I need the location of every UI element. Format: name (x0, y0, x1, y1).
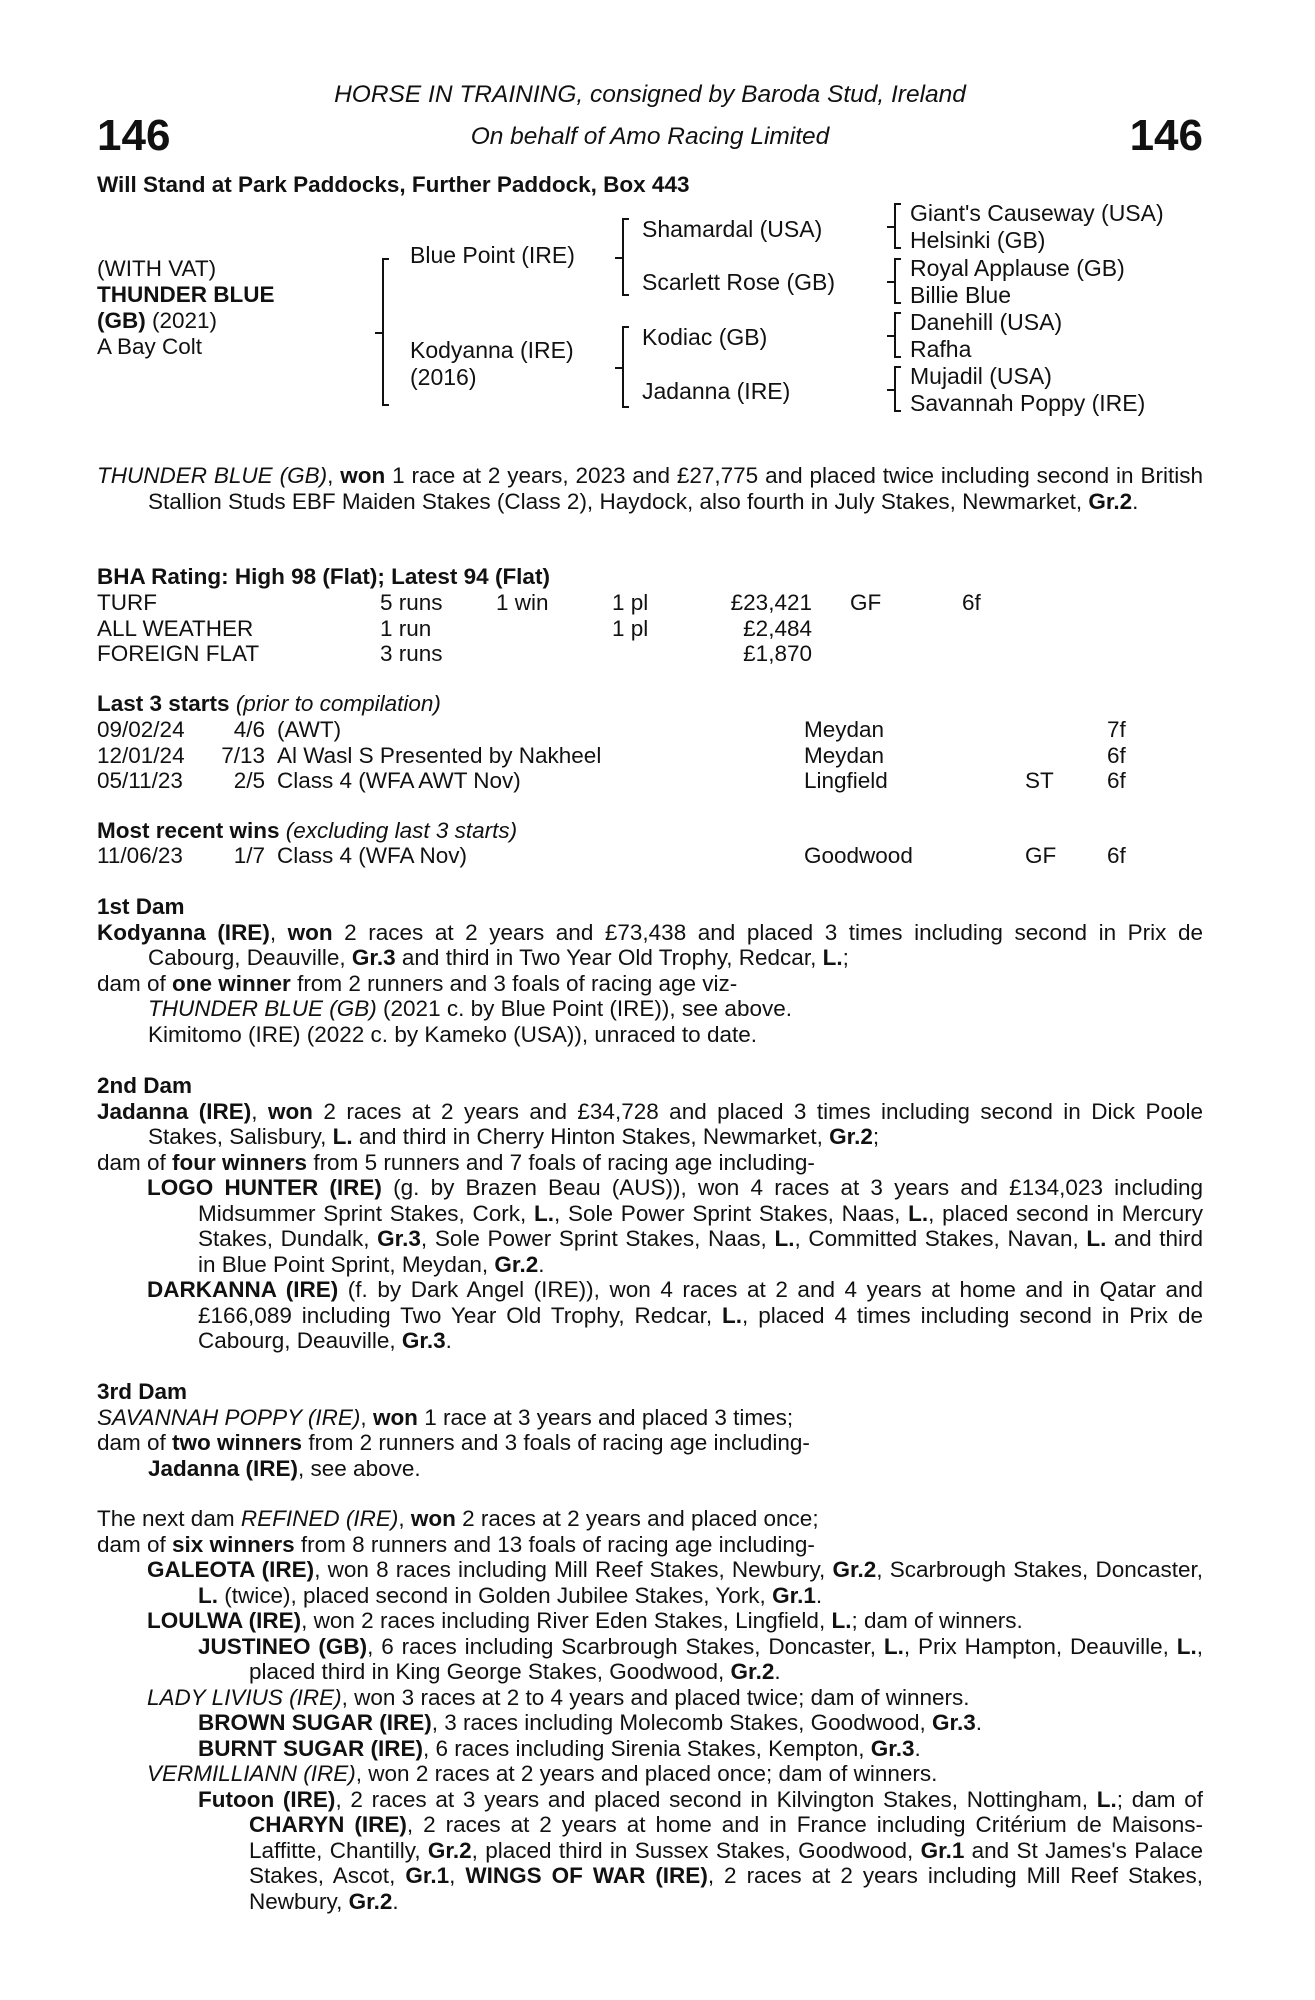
text: and St James's Palace Stakes, Ascot, (249, 1837, 1203, 1888)
lot-number-left: 146 (97, 111, 171, 160)
text: , (449, 1863, 466, 1888)
pedigree-brace-g3 (894, 312, 896, 358)
last-starts-table (97, 717, 1126, 794)
record-type: ALL WEATHER (97, 615, 254, 641)
summary-grade: Gr.2 (1088, 488, 1133, 514)
listed: L. (1086, 1226, 1107, 1251)
pedigree-g4: Billie Blue (910, 282, 1011, 308)
progeny-line: Kimitomo (IRE) (2022 c. by Kameko (USA)), unraced to date. (148, 1021, 757, 1047)
record-distance (962, 641, 981, 667)
progeny-name: GALEOTA (IRE) (147, 1557, 315, 1582)
start-race: Class 4 (WFA AWT Nov) (277, 768, 521, 793)
start-race: Al Wasl S Presented by Nakheel (277, 742, 602, 768)
start-position: 7/13 (221, 742, 265, 768)
record-runs: 5 runs (380, 590, 443, 615)
pedigree-brace-main (382, 258, 384, 406)
start-position: 2/5 (233, 768, 265, 793)
record-runs: 1 run (380, 615, 432, 641)
listed: L. (198, 1582, 218, 1608)
pedigree-sire-sire: Shamardal (USA) (642, 216, 823, 242)
third-dam-won: won (372, 1404, 418, 1430)
text: and third in Blue Point Sprint, Meydan, (198, 1226, 1204, 1277)
horse-country: (GB) (97, 308, 146, 333)
horse-year: (2021) (145, 308, 218, 333)
record-going (850, 616, 962, 642)
first-dam-won: won (287, 919, 333, 945)
vat-note: (WITH VAT) (97, 256, 217, 281)
third-dam-heading: 3rd Dam (97, 1379, 188, 1404)
text: . (392, 1888, 399, 1914)
grade: Gr.3 (351, 945, 396, 970)
first-dam-heading: 1st Dam (97, 894, 185, 919)
start-going (1025, 717, 1107, 743)
grade: Gr.1 (920, 1837, 965, 1863)
text: 2 races at 2 years and placed once; (455, 1506, 819, 1531)
win-position: 1/7 (233, 843, 265, 868)
text: , won 2 races at 2 years and placed once; dam of winners. (355, 1761, 938, 1786)
summary-horse-name: THUNDER BLUE (GB) (97, 463, 328, 488)
text: , won 2 races including River Eden Stakes, Lingfield, (301, 1608, 832, 1633)
last-starts-title: Last 3 starts (97, 691, 230, 716)
text: from 8 runners and 13 foals of racing age including- (294, 1531, 815, 1557)
text: dam of (97, 970, 173, 996)
summary-end: . (1132, 488, 1139, 514)
pedigree-dam-sire: Kodiac (GB) (642, 324, 768, 350)
text: , 2 races at 2 years including Mill Reef Stakes, Newbury, (249, 1863, 1203, 1914)
progeny-name: LOULWA (IRE) (147, 1608, 302, 1633)
text: ; dam of (1116, 1786, 1203, 1812)
pedigree-brace-dam (622, 326, 624, 408)
text: , Sole Power Sprint Stakes, Naas, (554, 1200, 909, 1226)
text: from 2 runners and 3 foals of racing age viz- (290, 970, 738, 996)
listed: L. (534, 1200, 555, 1226)
text: 1 race at 3 years and placed 3 times; (417, 1404, 794, 1430)
win-course: Goodwood (804, 843, 913, 868)
record-going (850, 641, 962, 667)
grade: Gr.2 (494, 1251, 539, 1277)
second-dam-heading: 2nd Dam (97, 1073, 193, 1098)
text: ; dam of winners. (851, 1608, 1023, 1633)
table-row (97, 717, 1126, 743)
record-distance: 6f (962, 590, 981, 615)
start-going: ST (1025, 768, 1054, 793)
win-going: GF (1025, 843, 1057, 868)
win-race: Class 4 (WFA Nov) (277, 843, 468, 868)
second-dam-section: 2nd Dam Jadanna (IRE), won 2 races at 2 years and £34,728 and placed 3 times including second in Dick Poole Stakes, Salisbury, L. and third in Cherry Hinton Stakes, Newmarket, Gr.2; dam of four winners from 5 runners and 7 foals of racing age including- LOGO HUNTER (IRE) (g. by Brazen Beau (AUS)), won 4 races at 3 years and £134,023 including Midsummer Sprint Stakes, Cork, L., Sole Power Sprint Stakes, Naas, L., placed second in Mercury Stakes, Dundalk, Gr.3, Sole Power Sprint Stakes, Naas, L., Committed Stakes, Navan, L. and third in Blue Point Sprint, Meydan, Gr.2. DARKANNA (IRE) (f. by Dark Angel (IRE)), won 4 races at 2 and 4 years at home and in Qatar and £166,089 including Two Year Old Trophy, Redcar, L., placed 4 times including second in Prix de Cabourg, Deauville, Gr.3. (97, 1073, 1204, 1353)
text: dam of (97, 1430, 173, 1455)
start-date: 12/01/24 (97, 742, 185, 768)
grade: Gr.3 (377, 1226, 421, 1251)
pedigree-g1: Giant's Causeway (USA) (910, 200, 1164, 226)
horse-name: THUNDER BLUE (97, 282, 275, 307)
lot-number-right: 146 (1129, 111, 1203, 160)
text: 2 races at 2 years and £34,728 and placed 3 times including second in Dick Poole Stakes, Salisbury, (148, 1098, 1204, 1149)
grade: Gr.3 (870, 1735, 915, 1761)
pedigree-sire-dam: Scarlett Rose (GB) (642, 269, 835, 295)
text: . (975, 1710, 983, 1735)
last-starts-note: (prior to compilation) (229, 691, 441, 716)
winners-count: two winners (172, 1430, 303, 1455)
start-distance: 6f (1107, 742, 1126, 768)
text: , 2 races at 3 years and placed second in Kilvington Stakes, Nottingham, (335, 1786, 1097, 1812)
record-prize: £23,421 (730, 590, 812, 615)
progeny-name: Jadanna (IRE) (148, 1455, 299, 1481)
listed: L. (883, 1633, 904, 1659)
listed: L. (332, 1124, 353, 1149)
fourth-dam-name: REFINED (IRE) (240, 1506, 399, 1531)
start-course: Lingfield (804, 768, 888, 793)
text: , won 8 races including Mill Reef Stakes, Newbury, (314, 1557, 833, 1582)
text: dam of (97, 1149, 173, 1175)
table-row (97, 743, 1126, 769)
record-type: FOREIGN FLAT (97, 641, 260, 666)
progeny-name: BURNT SUGAR (IRE) (198, 1735, 423, 1761)
summary-text: 1 race at 2 years, 2023 and £27,775 and placed twice including second in British Stallion Studs EBF Maiden Stakes (Class 2), Haydock, also fourth in July Stakes, Newmarket, (148, 463, 1203, 514)
table-row (97, 843, 1126, 869)
start-course: Meydan (804, 717, 885, 742)
table-row (97, 590, 981, 616)
pedigree-dam-dam: Jadanna (IRE) (642, 378, 791, 404)
first-dam-section: 1st Dam Kodyanna (IRE), won 2 races at 2 years and £73,438 and placed 3 times including second in Prix de Cabourg, Deauville, Gr.3 and third in Two Year Old Trophy, Redcar, L.; dam of one winner from 2 runners and 3 foals of racing age viz- THUNDER BLUE (GB) (2021 c. by Blue Point (IRE)), see above. Kimitomo (IRE) (2022 c. by Kameko (USA)), unraced to date. (97, 894, 1203, 1047)
stall-location: Will Stand at Park Paddocks, Further Paddock, Box 443 (97, 172, 690, 197)
record-prize: £2,484 (743, 615, 812, 641)
last-starts-heading (97, 691, 441, 717)
listed: L. (722, 1302, 743, 1328)
progeny-name: BROWN SUGAR (IRE) (198, 1710, 432, 1735)
start-course: Meydan (804, 742, 885, 768)
listed: L. (822, 945, 843, 970)
start-position: 4/6 (233, 717, 265, 742)
listed: L. (1096, 1786, 1117, 1812)
start-date: 09/02/24 (97, 717, 185, 742)
progeny-name: CHARYN (IRE) (249, 1812, 407, 1837)
text: dam of (97, 1531, 173, 1557)
pedigree-g5: Danehill (USA) (910, 309, 1063, 335)
text: ; (872, 1124, 880, 1149)
text: (2021 c. by Blue Point (IRE)), see above. (376, 996, 792, 1021)
table-row (97, 641, 981, 667)
text: and third in Two Year Old Trophy, Redcar, (395, 945, 823, 970)
race-record-table (97, 590, 981, 667)
winners-count: six winners (172, 1531, 295, 1557)
progeny-name: WINGS OF WAR (IRE) (465, 1863, 708, 1888)
record-placed (612, 641, 692, 667)
progeny-name: DARKANNA (IRE) (147, 1277, 339, 1302)
text: , Prix Hampton, Deauville, (903, 1633, 1177, 1659)
pedigree-brace-g4 (894, 366, 896, 412)
start-race: (AWT) (277, 717, 342, 742)
text: , Sole Power Sprint Stakes, Naas, (420, 1226, 775, 1251)
record-placed: 1 pl (612, 590, 649, 615)
start-distance: 7f (1107, 717, 1126, 742)
winners-count: four winners (172, 1149, 308, 1175)
record-wins: 1 win (496, 590, 549, 615)
text: (f. by Dark Angel (IRE)), won 4 races at 2 and 4 years at home and in Qatar and £166,089 including Two Year Old Trophy, Redcar, (198, 1277, 1204, 1328)
text: and third in Cherry Hinton Stakes, Newmarket, (352, 1124, 830, 1149)
second-dam-won: won (267, 1098, 313, 1124)
recent-wins-title: Most recent wins (97, 818, 280, 843)
text: , (398, 1506, 411, 1531)
horse-id (97, 256, 275, 360)
text: . (815, 1582, 823, 1608)
listed: L. (831, 1608, 852, 1633)
text: . (445, 1328, 452, 1353)
grade: Gr.1 (772, 1582, 816, 1608)
first-dam-name: Kodyanna (IRE) (97, 919, 270, 945)
third-dam-section: 3rd Dam SAVANNAH POPPY (IRE), won 1 race at 3 years and placed 3 times; dam of two winners from 2 runners and 3 foals of racing age including- Jadanna (IRE), see above. (97, 1379, 1203, 1481)
table-row (97, 768, 1126, 794)
text: . (774, 1659, 781, 1684)
start-distance: 6f (1107, 768, 1126, 793)
grade: Gr.3 (932, 1710, 976, 1735)
listed: L. (1176, 1633, 1197, 1659)
summary-won: won (340, 463, 386, 488)
text: ; (842, 945, 849, 970)
header-line2: On behalf of Amo Racing Limited (470, 123, 830, 150)
horse-description: A Bay Colt (97, 334, 203, 359)
grade: Gr.2 (832, 1557, 877, 1582)
third-dam-name: SAVANNAH POPPY (IRE) (97, 1404, 361, 1430)
grade: Gr.2 (730, 1659, 775, 1684)
text: , placed second in Mercury Stakes, Dundalk, (198, 1200, 1203, 1251)
race-summary: THUNDER BLUE (GB), won 1 race at 2 years, 2023 and £27,775 and placed twice including second in British Stallion Studs EBF Maiden Stakes (Class 2), Haydock, also fourth in July Stakes, Newmarket, Gr.2. (97, 463, 1203, 514)
record-runs: 3 runs (380, 641, 443, 666)
text: (twice), placed second in Golden Jubilee Stakes, York, (218, 1582, 773, 1608)
text: . (914, 1735, 921, 1761)
progeny-name: VERMILLIANN (IRE) (147, 1761, 356, 1786)
start-going (1025, 743, 1107, 769)
progeny-name: JUSTINEO (GB) (198, 1633, 368, 1659)
start-date: 05/11/23 (97, 768, 183, 793)
pedigree-g2: Helsinki (GB) (910, 227, 1046, 253)
progeny-name: THUNDER BLUE (GB) (148, 996, 377, 1021)
pedigree-g7: Mujadil (USA) (910, 363, 1052, 389)
second-dam-name: Jadanna (IRE) (97, 1098, 252, 1124)
record-type: TURF (97, 590, 157, 615)
grade: Gr.3 (401, 1328, 446, 1353)
text: , 6 races including Sirenia Stakes, Kempton, (423, 1735, 871, 1761)
listed: L. (908, 1200, 929, 1226)
record-going: GF (850, 590, 882, 615)
pedigree-dam: Kodyanna (IRE) (410, 337, 574, 363)
listed: L. (774, 1226, 795, 1251)
text: , 6 races including Scarbrough Stakes, Doncaster, (367, 1633, 884, 1659)
record-distance (962, 616, 981, 642)
text: , Committed Stakes, Navan, (794, 1226, 1087, 1251)
text: , see above. (298, 1455, 421, 1481)
text: , Scarbrough Stakes, Doncaster, (876, 1557, 1203, 1582)
progeny-name: LADY LIVIUS (IRE) (147, 1684, 342, 1710)
winners-count: one winner (172, 970, 291, 996)
pedigree-g3: Royal Applause (GB) (910, 255, 1125, 281)
text: . (538, 1251, 545, 1277)
text: , placed third in King George Stakes, Goodwood, (249, 1633, 1203, 1684)
header-line1: HORSE IN TRAINING, consigned by Baroda Stud, Ireland (334, 81, 966, 108)
table-row (97, 616, 981, 642)
bha-rating-heading: BHA Rating: High 98 (Flat); Latest 94 (Flat) (97, 564, 550, 589)
recent-wins-heading (97, 818, 517, 844)
record-wins (496, 616, 612, 642)
text: , placed 4 times including second in Prix de Cabourg, Deauville, (198, 1302, 1203, 1353)
recent-wins-note: (excluding last 3 starts) (279, 818, 518, 843)
fourth-dam-section (97, 1506, 1203, 1914)
pedigree-brace-sire (622, 218, 624, 296)
fourth-dam-won: won (410, 1506, 456, 1531)
recent-wins-table (97, 843, 1126, 869)
text: , won 3 races at 2 to 4 years and placed twice; dam of winners. (341, 1684, 970, 1710)
record-placed: 1 pl (612, 615, 649, 641)
win-distance: 6f (1107, 843, 1126, 868)
pedigree-sire: Blue Point (IRE) (410, 242, 575, 268)
win-date: 11/06/23 (97, 843, 183, 868)
record-prize: £1,870 (743, 641, 812, 666)
text: , 2 races at 2 years at home and in France including Critérium de Maisons-Laffitte, Chantilly, (249, 1812, 1204, 1863)
grade: Gr.2 (348, 1888, 393, 1914)
progeny-name: LOGO HUNTER (IRE) (147, 1175, 382, 1200)
pedigree-brace-g2 (894, 258, 896, 304)
text: , 3 races including Molecomb Stakes, Goodwood, (431, 1710, 932, 1735)
text: from 5 runners and 7 foals of racing age including- (307, 1149, 815, 1175)
text: 2 races at 2 years and £73,438 and placed 3 times including second in Prix de Cabourg, Deauville, (148, 919, 1203, 970)
record-wins (496, 641, 612, 667)
pedigree-g6: Rafha (910, 336, 972, 362)
text: , placed third in Sussex Stakes, Goodwood, (471, 1837, 921, 1863)
pedigree-brace-g1 (894, 203, 896, 249)
grade: Gr.2 (427, 1837, 472, 1863)
progeny-name: Futoon (IRE) (198, 1786, 336, 1812)
text: from 2 runners and 3 foals of racing age including- (302, 1430, 810, 1455)
text: The next dam (97, 1506, 241, 1531)
grade: Gr.1 (405, 1863, 450, 1888)
pedigree-g8: Savannah Poppy (IRE) (910, 390, 1146, 416)
grade: Gr.2 (829, 1124, 873, 1149)
pedigree-dam-year: (2016) (410, 364, 477, 390)
text: (g. by Brazen Beau (AUS)), won 4 races at 3 years and £134,023 including Midsummer Sprint Stakes, Cork, (198, 1175, 1203, 1226)
